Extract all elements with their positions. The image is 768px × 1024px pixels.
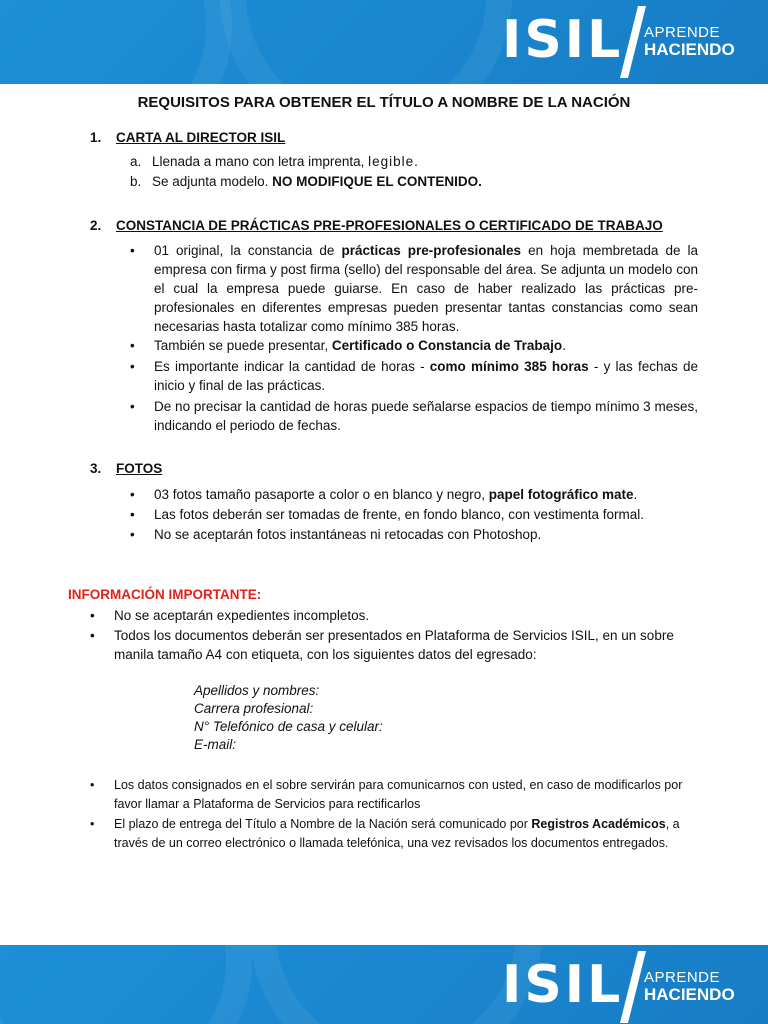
list-item	[130, 174, 482, 189]
item-text: También se puede presentar,	[154, 338, 332, 353]
decorative-stripe	[220, 0, 512, 84]
list-item: • 01 original, la constancia de prácticas pre-profesionales en hoja membretada de la empresa con firma y post firma (sello) del responsable del área. Se adjunta un modelo con el cual la empresa puede guiarse. En caso de haber realizado las prácticas pre-profesionales en diferentes empresas pueden presentar tantas constancias como sean necesarias hasta totalizar como mínimo 385 horas.	[130, 243, 698, 334]
item-text: 03 fotos tamaño pasaporte a color o en blanco y negro,	[154, 487, 489, 502]
logo-tagline-top: APRENDE	[644, 969, 721, 986]
item-emphasis: legible.	[368, 154, 419, 169]
list-item: • No se aceptarán expedientes incompletos.	[90, 606, 690, 625]
item-bold: Certificado o Constancia de Trabajo	[331, 338, 563, 353]
item-text: .	[633, 487, 638, 502]
document-body	[0, 84, 768, 944]
list-item: • No se aceptarán fotos instantáneas ni retocadas con Photoshop.	[130, 527, 542, 542]
decorative-stripe	[0, 945, 252, 1024]
section-1-heading	[90, 130, 285, 145]
item-letter: b.	[130, 174, 142, 189]
field-career: Carrera profesional:	[194, 701, 314, 716]
logo-slash-icon	[620, 951, 646, 1023]
item-bold: prácticas pre-profesionales	[341, 243, 522, 258]
item-text: No se aceptarán expedientes incompletos.	[114, 608, 370, 623]
logo-tagline-bottom: HACIENDO	[644, 985, 735, 1004]
footer-band	[0, 945, 768, 1024]
list-item	[130, 154, 419, 169]
logo-wordmark: ISIL	[502, 955, 624, 1015]
logo-tagline-bottom: HACIENDO	[644, 40, 735, 59]
item-text: Los datos consignados en el sobre servirán para comunicarnos con usted, en caso de modificarlos por favor llamar a Plataforma de Servicios para rectificarlos	[114, 778, 683, 811]
item-text: El plazo de entrega del Título a Nombre de la Nación será comunicado por	[114, 817, 532, 831]
section-number: 3.	[90, 461, 102, 476]
item-text: Llenada a mano con letra imprenta,	[152, 154, 369, 169]
list-item: • El plazo de entrega del Título a Nombre de la Nación será comunicado por Registros Académicos, a través de un correo electrónico o llamada telefónica, una vez revisados los documentos entregados.	[90, 817, 680, 850]
item-letter: a.	[130, 154, 142, 169]
list-item: • 03 fotos tamaño pasaporte a color o en blanco y negro, papel fotográfico mate.	[130, 487, 638, 502]
list-item: • Es importante indicar la cantidad de horas - como mínimo 385 horas - y las fechas de inicio y final de las prácticas.	[130, 359, 698, 393]
section-title: CONSTANCIA DE PRÁCTICAS PRE-PROFESIONALES O CERTIFICADO DE TRABAJO	[116, 218, 663, 233]
field-email: E-mail:	[194, 737, 237, 752]
section-3-heading	[90, 461, 162, 476]
item-text: .	[562, 338, 566, 353]
logo-tagline-top: APRENDE	[644, 24, 721, 41]
item-text: , a través de un correo electrónico o llamada telefónica, una vez revisados los documentos entregados.	[114, 817, 680, 850]
item-text: 01 original, la constancia de	[154, 243, 342, 258]
important-heading: INFORMACIÓN IMPORTANTE:	[68, 587, 262, 602]
logo-wordmark: ISIL	[502, 10, 624, 70]
section-title: CARTA AL DIRECTOR ISIL	[116, 130, 286, 145]
logo-slash-icon	[620, 6, 646, 78]
item-text: Todos los documentos deberán ser presentados en Plataforma de Servicios ISIL, en un sobre manila tamaño A4 con etiqueta, con los siguientes datos del egresado:	[114, 628, 674, 662]
section-title: FOTOS	[116, 461, 163, 476]
list-item: • Los datos consignados en el sobre servirán para comunicarnos con usted, en caso de modificarlos por favor llamar a Plataforma de Servicios para rectificarlos	[90, 776, 690, 814]
item-bold: Registros Académicos	[531, 817, 666, 831]
item-text: - y las fechas de inicio y final de las prácticas.	[154, 359, 698, 393]
item-bold: como mínimo 385 horas	[429, 359, 589, 374]
isil-logo	[502, 951, 752, 1021]
section-2-heading	[90, 218, 663, 233]
list-item: • De no precisar la cantidad de horas puede señalarse espacios de tiempo mínimo 3 meses, indicando el periodo de fechas.	[130, 399, 698, 433]
item-bold: papel fotográfico mate	[488, 487, 634, 502]
decorative-stripe	[0, 0, 232, 84]
list-item: • Las fotos deberán ser tomadas de frente, en fondo blanco, con vestimenta formal.	[130, 507, 645, 522]
decorative-stripe	[250, 945, 542, 1024]
item-text: Se adjunta modelo.	[152, 174, 273, 189]
page-title: REQUISITOS PARA OBTENER EL TÍTULO A NOMBRE DE LA NACIÓN	[137, 94, 631, 111]
field-name: Apellidos y nombres:	[194, 683, 320, 698]
item-text: Las fotos deberán ser tomadas de frente, en fondo blanco, con vestimenta formal.	[154, 507, 645, 522]
list-item: • Todos los documentos deberán ser presentados en Plataforma de Servicios ISIL, en un sobre manila tamaño A4 con etiqueta, con los siguientes datos del egresado:	[90, 626, 690, 664]
item-text: De no precisar la cantidad de horas puede señalarse espacios de tiempo mínimo 3 meses, indicando el periodo de fechas.	[154, 399, 698, 433]
header-band	[0, 0, 768, 84]
list-item: • También se puede presentar, Certificado o Constancia de Trabajo.	[130, 338, 566, 353]
section-number: 1.	[90, 130, 102, 145]
item-emphasis: NO MODIFIQUE EL CONTENIDO.	[272, 174, 482, 189]
isil-logo	[502, 6, 752, 76]
label-fields	[194, 682, 383, 754]
item-text: No se aceptarán fotos instantáneas ni retocadas con Photoshop.	[154, 527, 542, 542]
item-text: Es importante indicar la cantidad de horas -	[154, 359, 430, 374]
field-phone: N° Telefónico de casa y celular:	[194, 719, 383, 734]
item-text: en hoja membretada de la empresa con firma y post firma (sello) del responsable del área. Se adjunta un modelo con el cual la empresa puede guiarse. En caso de haber realizado las prácticas pre-profesionales en diferentes empresas pueden presentar tantas constancias como sean necesarias hasta totalizar como mínimo 385 horas.	[154, 243, 698, 334]
section-number: 2.	[90, 218, 102, 233]
